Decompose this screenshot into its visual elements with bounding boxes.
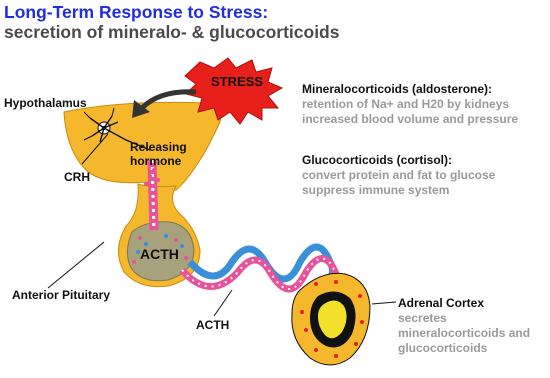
stress-label: STRESS: [211, 74, 264, 89]
adrenal-info: [398, 296, 530, 356]
anterior-pituitary-pointer: [48, 242, 104, 288]
adrenal-text-line: mineralocorticoids and: [398, 326, 531, 340]
adrenal-text-line: glucocorticoids: [398, 341, 488, 355]
acth-vessel-label: ACTH: [196, 318, 230, 332]
glucocorticoids-info: [302, 153, 495, 198]
releasing-hormone-line2: hormone: [130, 154, 182, 168]
anterior-pituitary-label: Anterior Pituitary: [12, 288, 111, 302]
adrenal-text-line: secretes: [398, 311, 447, 325]
releasing-hormone-line1: Releasing: [130, 140, 187, 154]
mineralocorticoids-line: increased blood volume and pressure: [302, 112, 519, 126]
hypothalamus-label: Hypothalamus: [4, 96, 87, 110]
glucocorticoids-line: suppress immune system: [302, 183, 450, 197]
acth-pituitary-label: ACTH: [140, 246, 179, 262]
page-title: Long-Term Response to Stress:: [4, 2, 269, 22]
mineralocorticoids-heading: Mineralocorticoids (aldosterone):: [302, 82, 493, 96]
glucocorticoids-line: convert protein and fat to glucose: [302, 168, 496, 182]
adrenal-pointer: [372, 302, 396, 304]
adrenal-cortex-label: Adrenal Cortex: [398, 296, 485, 310]
mineralocorticoids-line: retention of Na+ and H20 by kidneys: [302, 97, 510, 111]
glucocorticoids-heading: Glucocorticoids (cortisol):: [302, 153, 453, 167]
mineralocorticoids-info: [302, 82, 518, 127]
page-subtitle: secretion of mineralo- & glucocorticoids: [4, 22, 340, 42]
crh-label: CRH: [64, 170, 90, 184]
releasing-hormone-label: [130, 140, 187, 168]
acth-vessel-pointer: [214, 290, 232, 316]
